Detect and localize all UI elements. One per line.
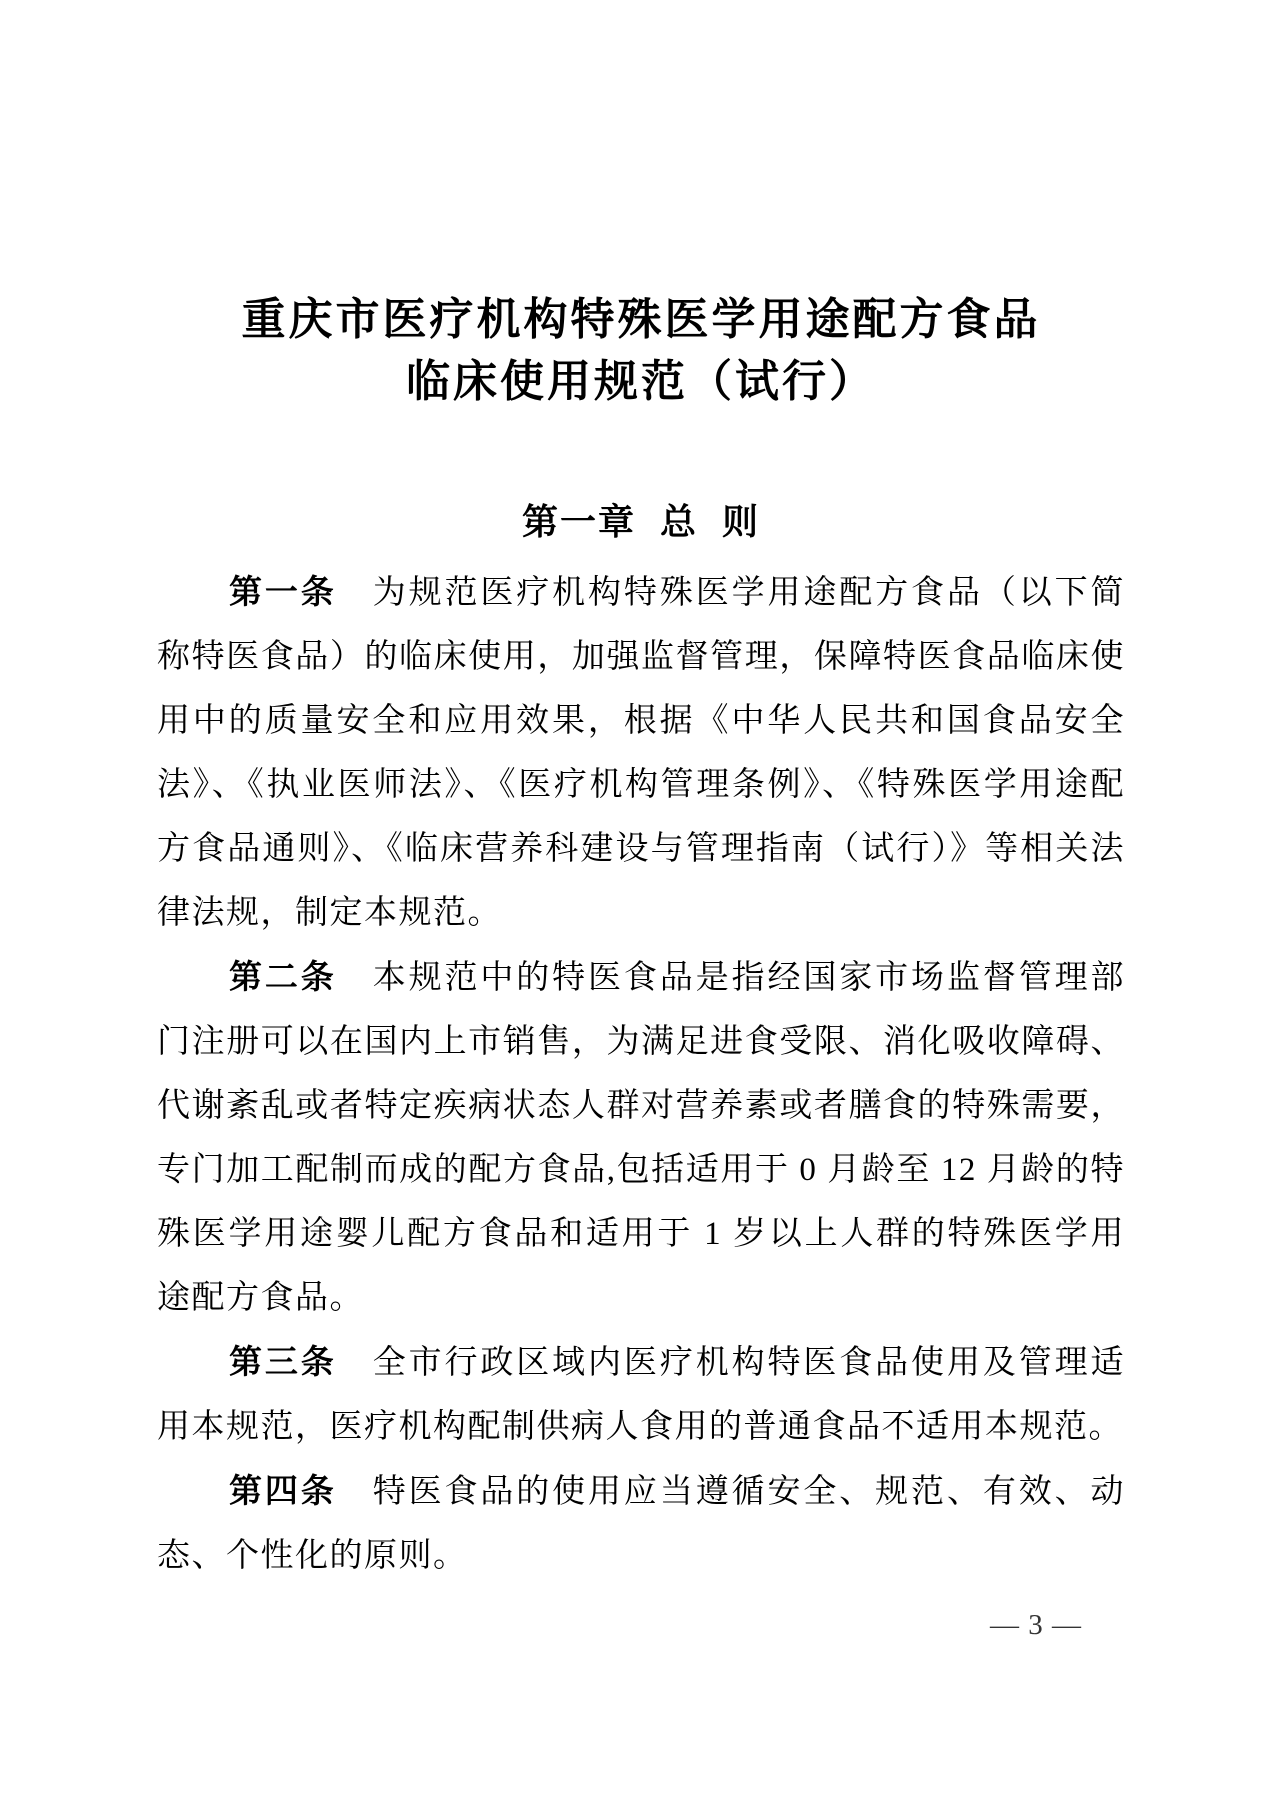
article-paragraph-1 xyxy=(157,560,1125,945)
title-line-1: 重庆市医疗机构特殊医学用途配方食品 xyxy=(241,295,1041,344)
article-label-1: 第一条 xyxy=(229,573,337,610)
page-number: — 3 — xyxy=(990,1609,1082,1641)
article-label-2: 第二条 xyxy=(229,958,337,995)
article-label-4: 第四条 xyxy=(229,1472,337,1509)
article-paragraph-2 xyxy=(157,945,1125,1330)
article-text-3: 全市行政区域内医疗机构特医食品使用及管理适用本规范，医疗机构配制供病人食用的普通食品不适用本规范。 xyxy=(157,1345,1126,1445)
article-paragraph-3 xyxy=(157,1330,1125,1459)
title-line-2: 临床使用规范（试行） xyxy=(406,357,876,406)
chapter-heading: 第一章 总 则 xyxy=(521,501,760,542)
article-text-2: 本规范中的特医食品是指经国家市场监督管理部门注册可以在国内上市销售，为满足进食受限、消化吸收障碍、代谢紊乱或者特定疾病状态人群对营养素或者膳食的特殊需要，专门加工配制而成的配方食品,包括适用于 0 月龄至 12 月龄的特殊医学用途婴儿配方食品和适用于 1 岁以上人群的特殊医学用途配方食品。 xyxy=(157,960,1126,1316)
document-title xyxy=(157,289,1125,413)
article-paragraph-4 xyxy=(157,1459,1125,1588)
document-body xyxy=(157,560,1125,1588)
article-text-1: 为规范医疗机构特殊医学用途配方食品（以下简称特医食品）的临床使用，加强监督管理，保障特医食品临床使用中的质量安全和应用效果，根据《中华人民共和国食品安全法》、《执业医师法》、《医疗机构管理条例》、《特殊医学用途配方食品通则》、《临床营养科建设与管理指南（试行）》等相关法律法规，制定本规范。 xyxy=(157,575,1126,931)
article-label-3: 第三条 xyxy=(229,1343,337,1380)
article-text-4: 特医食品的使用应当遵循安全、规范、有效、动态、个性化的原则。 xyxy=(157,1474,1126,1574)
